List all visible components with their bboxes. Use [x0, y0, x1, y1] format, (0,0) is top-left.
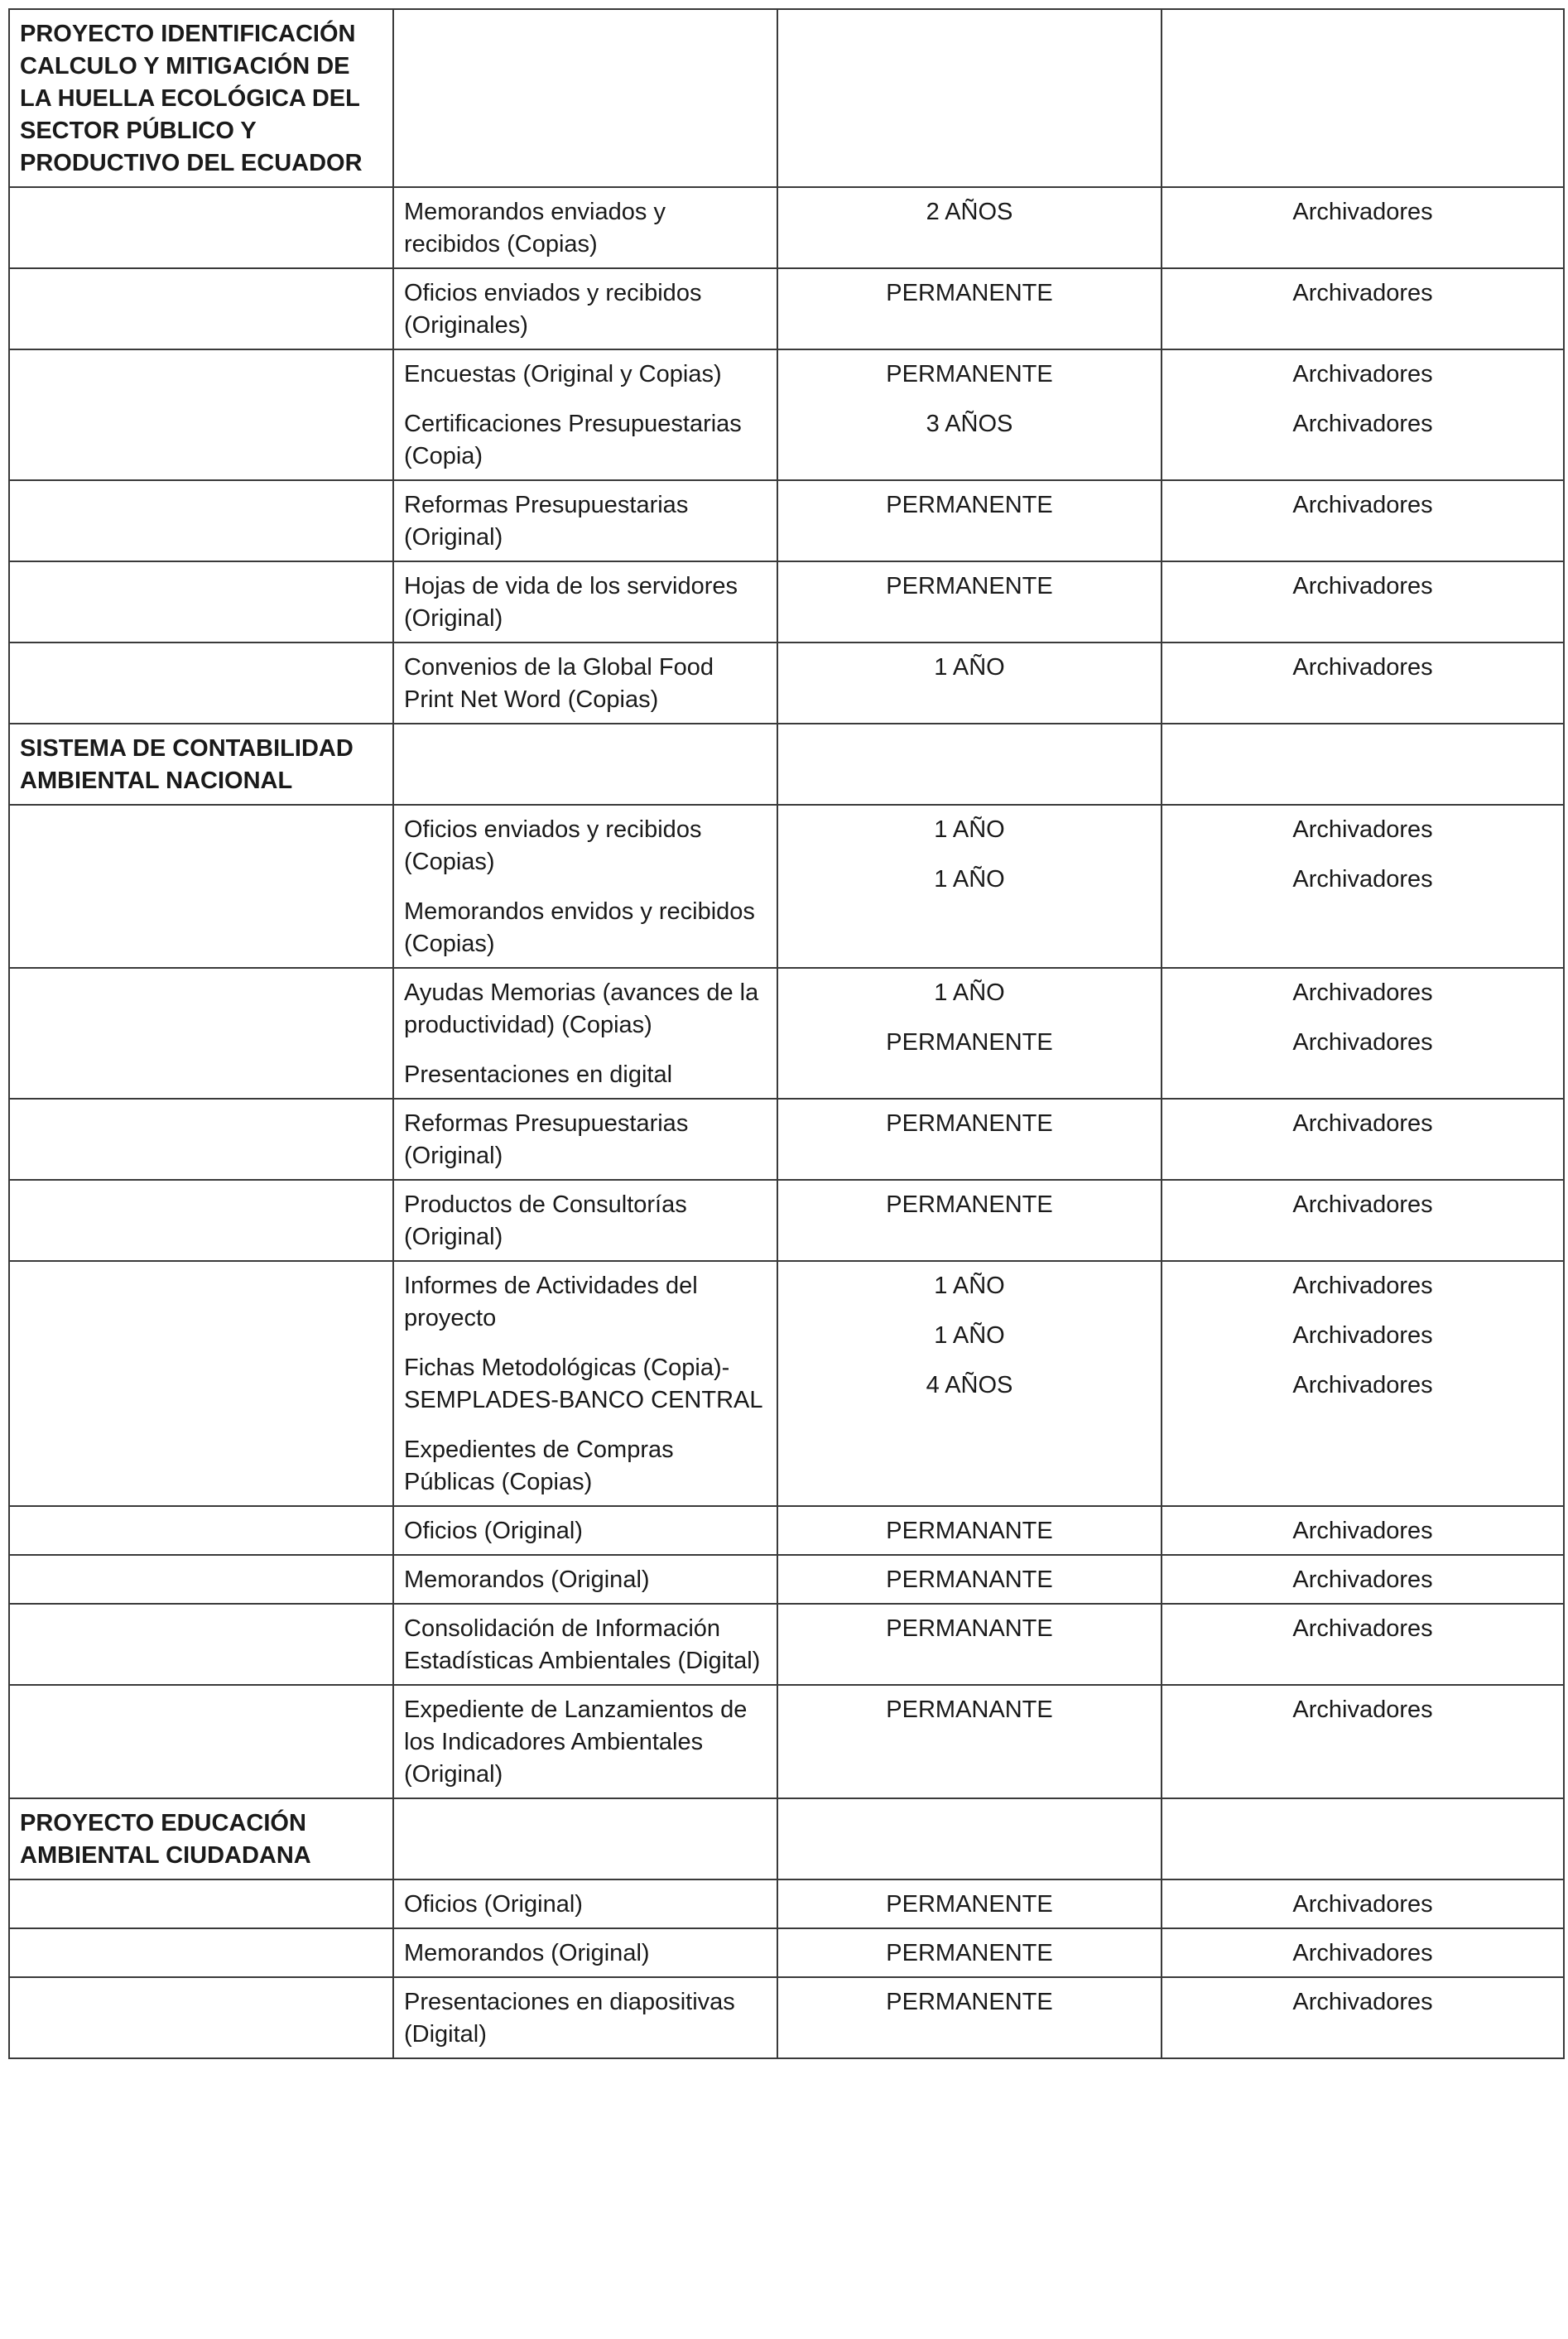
document-type: Memorandos (Original) [404, 1567, 650, 1593]
table-row [9, 561, 1564, 643]
document-type: Certificaciones Presupuestarias (Copia) [404, 411, 742, 469]
archive-location: Archivadores [1292, 1615, 1433, 1642]
archive-location-cell [1162, 1555, 1564, 1604]
retention-time-cell [777, 1506, 1162, 1555]
empty-cell [9, 561, 393, 643]
retention-time-cell [777, 1977, 1162, 2058]
table-row [9, 187, 1564, 268]
empty-cell [777, 9, 1162, 187]
retention-time-cell [777, 1099, 1162, 1180]
empty-cell [393, 1798, 777, 1879]
document-type: Convenios de la Global Food Print Net Word (Copias) [404, 654, 714, 713]
retention-time: 2 AÑOS [926, 199, 1013, 225]
archive-location: Archivadores [1292, 573, 1433, 599]
document-type-cell [393, 643, 777, 724]
retention-time: 1 AÑO [934, 654, 1005, 681]
archive-location-cell [1162, 805, 1564, 968]
archive-location: Archivadores [1292, 1891, 1433, 1918]
archive-location: Archivadores [1292, 979, 1433, 1006]
empty-cell [777, 724, 1162, 805]
retention-time-cell [777, 1928, 1162, 1977]
archive-location: Archivadores [1292, 816, 1433, 843]
empty-cell [9, 1506, 393, 1555]
table-row [9, 1506, 1564, 1555]
document-type: Informes de Actividades del proyecto [404, 1273, 698, 1331]
document-type: Oficios enviados y recibidos (Copias) [404, 816, 702, 875]
empty-cell [1162, 724, 1564, 805]
archive-location: Archivadores [1292, 654, 1433, 681]
retention-time-cell [777, 480, 1162, 561]
empty-cell [9, 1685, 393, 1798]
retention-time-cell [777, 561, 1162, 643]
retention-time: PERMANENTE [886, 1891, 1053, 1918]
retention-time: 1 AÑO [934, 816, 1005, 843]
archive-location-cell [1162, 268, 1564, 349]
archive-location: Archivadores [1292, 492, 1433, 518]
empty-cell [393, 9, 777, 187]
document-type-cell [393, 561, 777, 643]
retention-time: PERMANENTE [886, 1989, 1053, 2015]
retention-time: PERMANENTE [886, 1191, 1053, 1218]
empty-cell [9, 349, 393, 480]
archive-location: Archivadores [1292, 1372, 1433, 1398]
archive-location-cell [1162, 1099, 1564, 1180]
document-type: Memorandos envidos y recibidos (Copias) [404, 898, 755, 957]
table-row [9, 1180, 1564, 1261]
retention-time: PERMANENTE [886, 1029, 1053, 1056]
archive-location: Archivadores [1292, 199, 1433, 225]
document-type-cell [393, 1977, 777, 2058]
table-row [9, 1977, 1564, 2058]
retention-time-cell [777, 187, 1162, 268]
empty-cell [9, 268, 393, 349]
retention-time-cell [777, 805, 1162, 968]
empty-cell [9, 1261, 393, 1506]
document-type: Reformas Presupuestarias (Original) [404, 1110, 689, 1169]
archive-location: Archivadores [1292, 411, 1433, 437]
archive-location-cell [1162, 349, 1564, 480]
retention-time: PERMANANTE [886, 1696, 1053, 1723]
retention-time: PERMANENTE [886, 492, 1053, 518]
table-row [9, 480, 1564, 561]
document-type: Oficios (Original) [404, 1891, 583, 1918]
document-type-cell [393, 805, 777, 968]
document-type: Memorandos enviados y recibidos (Copias) [404, 199, 666, 257]
table-row [9, 1879, 1564, 1928]
document-type: Memorandos (Original) [404, 1940, 650, 1966]
archive-location: Archivadores [1292, 1567, 1433, 1593]
retention-time-cell [777, 1604, 1162, 1685]
empty-cell [9, 1555, 393, 1604]
archive-location-cell [1162, 1506, 1564, 1555]
retention-time: PERMANENTE [886, 1940, 1053, 1966]
archive-location: Archivadores [1292, 1518, 1433, 1544]
archive-location-cell [1162, 480, 1564, 561]
document-type: Productos de Consultorías (Original) [404, 1191, 687, 1250]
retention-time-cell [777, 968, 1162, 1099]
archive-location-cell [1162, 643, 1564, 724]
empty-cell [9, 187, 393, 268]
archive-location: Archivadores [1292, 1696, 1433, 1723]
empty-cell [9, 1928, 393, 1977]
retention-time-cell [777, 268, 1162, 349]
empty-cell [1162, 1798, 1564, 1879]
document-type-cell [393, 968, 777, 1099]
table-row [9, 1099, 1564, 1180]
archive-location: Archivadores [1292, 1191, 1433, 1218]
section-row [9, 9, 1564, 187]
document-type-cell [393, 349, 777, 480]
archive-location: Archivadores [1292, 361, 1433, 387]
document-type: Consolidación de Información Estadísticas Ambientales (Digital) [404, 1615, 761, 1674]
document-type-cell [393, 1685, 777, 1798]
archive-location-cell [1162, 1879, 1564, 1928]
retention-time: PERMANENTE [886, 573, 1053, 599]
section-title: SISTEMA DE CONTABILIDAD AMBIENTAL NACIONAL [9, 724, 393, 805]
document-type-cell [393, 187, 777, 268]
archive-location-cell [1162, 968, 1564, 1099]
retention-time: PERMANANTE [886, 1518, 1053, 1544]
document-type-cell [393, 1604, 777, 1685]
retention-time-cell [777, 349, 1162, 480]
retention-time: 1 AÑO [934, 1273, 1005, 1299]
retention-time: PERMANENTE [886, 1110, 1053, 1137]
archive-location: Archivadores [1292, 1940, 1433, 1966]
document-type-cell [393, 1879, 777, 1928]
table-row [9, 1685, 1564, 1798]
retention-table-body [9, 9, 1564, 2058]
archive-location: Archivadores [1292, 1989, 1433, 2015]
archive-location: Archivadores [1292, 1110, 1433, 1137]
retention-time: 1 AÑO [934, 866, 1005, 893]
document-type-cell [393, 1506, 777, 1555]
archive-location-cell [1162, 1604, 1564, 1685]
retention-time: PERMANANTE [886, 1615, 1053, 1642]
empty-cell [9, 643, 393, 724]
retention-time: 1 AÑO [934, 979, 1005, 1006]
table-row [9, 805, 1564, 968]
empty-cell [9, 1180, 393, 1261]
document-type: Reformas Presupuestarias (Original) [404, 492, 689, 551]
table-row [9, 268, 1564, 349]
section-row [9, 1798, 1564, 1879]
table-row [9, 1555, 1564, 1604]
document-type-cell [393, 268, 777, 349]
retention-time: 3 AÑOS [926, 411, 1013, 437]
retention-time-cell [777, 1180, 1162, 1261]
document-type-cell [393, 1261, 777, 1506]
document-type: Oficios (Original) [404, 1518, 583, 1544]
document-type-cell [393, 1928, 777, 1977]
archive-location-cell [1162, 1261, 1564, 1506]
empty-cell [777, 1798, 1162, 1879]
retention-time-cell [777, 1261, 1162, 1506]
document-type: Expedientes de Compras Públicas (Copias) [404, 1437, 674, 1495]
empty-cell [1162, 9, 1564, 187]
document-type-cell [393, 1099, 777, 1180]
retention-time: 1 AÑO [934, 1322, 1005, 1349]
archive-location-cell [1162, 1977, 1564, 2058]
empty-cell [393, 724, 777, 805]
retention-table [8, 8, 1565, 2059]
retention-time: PERMANENTE [886, 361, 1053, 387]
empty-cell [9, 805, 393, 968]
table-row [9, 643, 1564, 724]
archive-location: Archivadores [1292, 280, 1433, 306]
document-type: Encuestas (Original y Copias) [404, 361, 722, 387]
archive-location: Archivadores [1292, 1322, 1433, 1349]
retention-time-cell [777, 643, 1162, 724]
empty-cell [9, 1604, 393, 1685]
archive-location-cell [1162, 187, 1564, 268]
retention-time: 4 AÑOS [926, 1372, 1013, 1398]
empty-cell [9, 1977, 393, 2058]
table-row [9, 1604, 1564, 1685]
retention-time-cell [777, 1555, 1162, 1604]
document-type: Oficios enviados y recibidos (Originales) [404, 280, 702, 339]
section-title: PROYECTO IDENTIFICACIÓN CALCULO Y MITIGACIÓN DE LA HUELLA ECOLÓGICA DEL SECTOR PÚBLICO Y PRODUCTIVO DEL ECUADOR [9, 9, 393, 187]
document-type: Presentaciones en digital [404, 1061, 673, 1088]
archive-location: Archivadores [1292, 1029, 1433, 1056]
table-row [9, 349, 1564, 480]
archive-location-cell [1162, 1180, 1564, 1261]
table-row [9, 968, 1564, 1099]
document-type-cell [393, 1555, 777, 1604]
empty-cell [9, 1099, 393, 1180]
retention-time-cell [777, 1685, 1162, 1798]
archive-location-cell [1162, 1928, 1564, 1977]
archive-location-cell [1162, 561, 1564, 643]
document-type: Expediente de Lanzamientos de los Indicadores Ambientales (Original) [404, 1696, 748, 1788]
table-row [9, 1928, 1564, 1977]
archive-location: Archivadores [1292, 866, 1433, 893]
empty-cell [9, 480, 393, 561]
archive-location-cell [1162, 1685, 1564, 1798]
retention-time-cell [777, 1879, 1162, 1928]
empty-cell [9, 968, 393, 1099]
document-type-cell [393, 480, 777, 561]
document-type: Ayudas Memorias (avances de la productividad) (Copias) [404, 979, 759, 1038]
retention-time: PERMANANTE [886, 1567, 1053, 1593]
document-type: Fichas Metodológicas (Copia)-SEMPLADES-BANCO CENTRAL [404, 1355, 763, 1413]
section-row [9, 724, 1564, 805]
section-title: PROYECTO EDUCACIÓN AMBIENTAL CIUDADANA [9, 1798, 393, 1879]
archive-location: Archivadores [1292, 1273, 1433, 1299]
empty-cell [9, 1879, 393, 1928]
document-type: Hojas de vida de los servidores (Original) [404, 573, 738, 632]
table-row [9, 1261, 1564, 1506]
retention-time: PERMANENTE [886, 280, 1053, 306]
document-type: Presentaciones en diapositivas (Digital) [404, 1989, 735, 2048]
document-type-cell [393, 1180, 777, 1261]
